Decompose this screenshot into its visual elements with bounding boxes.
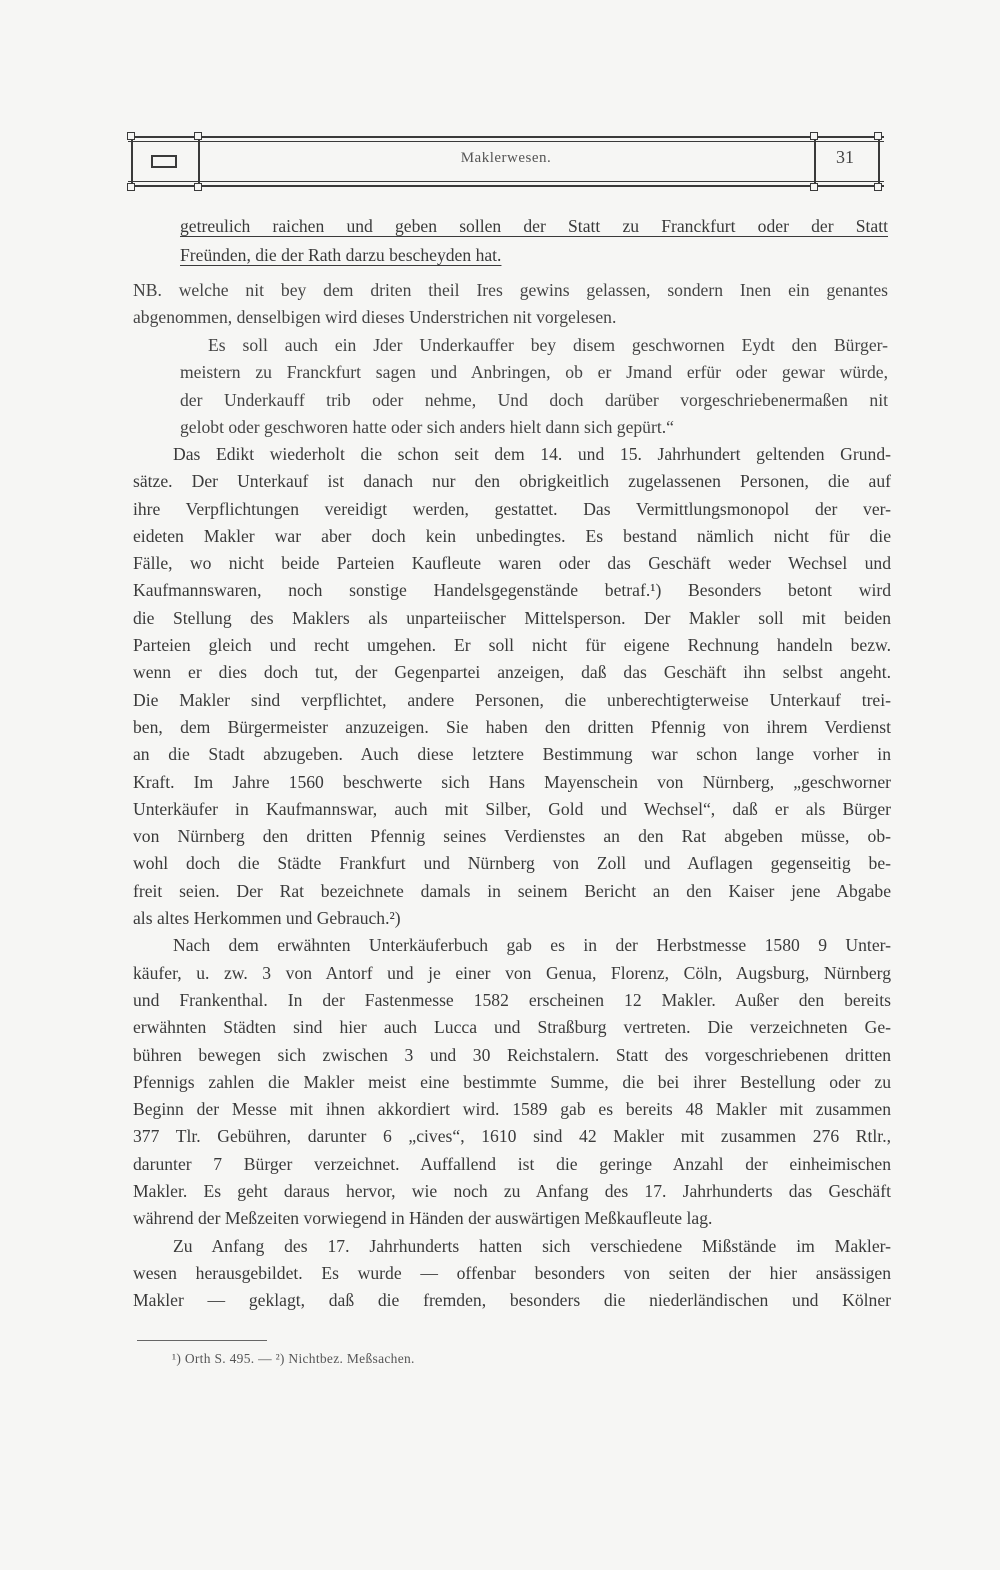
- text-line: eideten Makler war aber doch kein unbedingtes. Es bestand nämlich nicht für die: [133, 525, 891, 546]
- quote-line: getreulich raichen und geben sollen der Statt zu Franckfurt oder der Statt: [180, 216, 888, 236]
- header-rule-top-inner: [128, 141, 884, 142]
- text-line: Zu Anfang des 17. Jahrhunderts hatten sich verschiedene Mißstände im Makler-: [173, 1235, 891, 1256]
- text-line: NB. welche nit bey dem driten theil Ires gewins gelassen, sondern Inen ein genantes: [133, 280, 888, 300]
- text-line: erwähnten Städten sind hier auch Lucca und Straßburg vertreten. Die verzeichneten Ge-: [133, 1017, 891, 1038]
- text-line: die Stellung des Maklers als unparteiischer Mittelsperson. Der Makler soll mit beiden: [133, 607, 891, 628]
- text-line: meistern zu Franckfurt sagen und Anbringen, ob er Jmand erfür oder gewar würde,: [180, 362, 888, 383]
- footnote: ¹) Orth S. 495. — ²) Nichtbez. Meßsachen.: [172, 1351, 415, 1366]
- text-line: Das Edikt wiederholt die schon seit dem 14. und 15. Jahrhundert geltenden Grund-: [173, 444, 891, 464]
- header-corner-ornament: [194, 132, 202, 140]
- text-line: als altes Herkommen und Gebrauch.²): [133, 908, 401, 929]
- text-line: Pfennigs zahlen die Makler meist eine bestimmte Summe, die bei ihrer Bestellung oder zu: [133, 1071, 891, 1092]
- text-line: der Underkauff trib oder nehme, Und doch darüber vorgeschriebenermaßen nit: [180, 389, 888, 410]
- text-line: Makler. Es geht daraus hervor, wie noch zu Anfang des 17. Jahrhunderts das Geschäft: [133, 1181, 891, 1202]
- text-line: während der Meßzeiten vorwiegend in Händen der auswärtigen Meßkaufleute lag.: [133, 1208, 713, 1229]
- header-rule-top: [128, 136, 884, 138]
- footnote-rule: [137, 1340, 267, 1341]
- text-line: käufer, u. zw. 3 von Antorf und je einer von Genua, Florenz, Cöln, Augsburg, Nürnberg: [133, 962, 891, 983]
- text-line: gelobt oder geschworen hatte oder sich anders hielt dann sich gepürt.“: [180, 416, 674, 437]
- text-line: wesen herausgebildet. Es wurde — offenbar besonders von seiten der hier ansässigen: [133, 1262, 891, 1283]
- text-line: Nach dem erwähnten Unterkäuferbuch gab es in der Herbstmesse 1580 9 Unter-: [173, 935, 891, 956]
- running-title: Maklerwesen.: [460, 150, 552, 166]
- text-line: Es soll auch ein Jder Underkauffer bey disem geschwornen Eydt den Bürger-: [208, 335, 888, 355]
- text-line: Die Makler sind verpflichtet, andere Personen, die unberechtigterweise Unterkauf trei-: [133, 689, 891, 710]
- text-line: freit seien. Der Rat bezeichnete damals in seinem Bericht an den Kaiser jene Abgabe: [133, 880, 891, 901]
- text-line: bühren bewegen sich zwischen 3 und 30 Reichstalern. Statt des vorgeschriebenen dritten: [133, 1044, 891, 1065]
- text-line: wenn er dies doch tut, der Gegenpartei anzeigen, daß das Geschäft ihn selbst angeht.: [133, 662, 891, 683]
- text-line: Beginn der Messe mit ihnen akkordiert wird. 1589 gab es bereits 48 Makler mit zusammen: [133, 1099, 891, 1120]
- page-number: 31: [836, 147, 854, 167]
- underlined-quote: [180, 212, 888, 270]
- header-corner-ornament: [874, 183, 882, 191]
- text-line: Kaufmannswaren, noch sonstige Handelsgegenstände betraf.¹) Besonders betont wird: [133, 580, 891, 601]
- text-line: ben, dem Bürgermeister anzuzeigen. Sie haben den dritten Pfennig von ihrem Verdienst: [133, 716, 891, 737]
- text-line: von Nürnberg den dritten Pfennig seines Verdienstes an den Rat abgeben müsse, ob-: [133, 826, 891, 847]
- text-line: abgenommen, denselbigen wird dieses Understrichen nit vorgelesen.: [133, 307, 617, 328]
- quote-line: Freünden, die der Rath darzu bescheyden hat.: [180, 245, 502, 265]
- text-line: sätze. Der Unterkauf ist danach nur den obrigkeitlich zugelassenen Personen, die auf: [133, 471, 891, 492]
- text-line: Makler — geklagt, daß die fremden, besonders die niederländischen und Kölner: [133, 1290, 891, 1311]
- body-text: [133, 441, 891, 1315]
- running-header: [128, 133, 884, 190]
- header-corner-ornament: [810, 183, 818, 191]
- text-line: wohl doch die Städte Frankfurt und Nürnberg von Zoll und Auflagen gegenseitig be-: [133, 853, 891, 874]
- header-corner-ornament: [127, 132, 135, 140]
- text-line: und Frankenthal. In der Fastenmesse 1582 erscheinen 12 Makler. Außer den bereits: [133, 989, 891, 1010]
- header-corner-ornament: [194, 183, 202, 191]
- header-corner-ornament: [810, 132, 818, 140]
- header-rule-bottom-inner: [128, 181, 884, 182]
- text-line: 377 Tlr. Gebühren, darunter 6 „cives“, 1610 sind 42 Makler mit zusammen 276 Rtlr.,: [133, 1126, 891, 1147]
- header-corner-ornament: [127, 183, 135, 191]
- text-line: ihre Verpflichtungen vereidigt werden, gestattet. Das Vermittlungsmonopol der ver-: [133, 498, 891, 519]
- text-line: Kraft. Im Jahre 1560 beschwerte sich Hans Mayenschein von Nürnberg, „geschworner: [133, 771, 891, 792]
- text-line: Unterkäufer in Kaufmannswar, auch mit Silber, Gold und Wechsel“, daß er als Bürger: [133, 798, 891, 819]
- text-line: an die Stadt abzugeben. Auch diese letztere Bestimmung war schon lange vorher in: [133, 744, 891, 765]
- header-corner-ornament: [874, 132, 882, 140]
- quoted-paragraph: [180, 332, 888, 441]
- nota-bene-paragraph: [133, 277, 888, 332]
- header-rule-bottom: [128, 185, 884, 187]
- text-line: Parteien gleich und recht umgehen. Er soll nicht für eigene Rechnung handeln bezw.: [133, 635, 891, 656]
- text-line: Fälle, wo nicht beide Parteien Kaufleute waren oder das Geschäft weder Wechsel und: [133, 553, 891, 574]
- text-line: darunter 7 Bürger verzeichnet. Auffallend ist die geringe Anzahl der einheimischen: [133, 1153, 891, 1174]
